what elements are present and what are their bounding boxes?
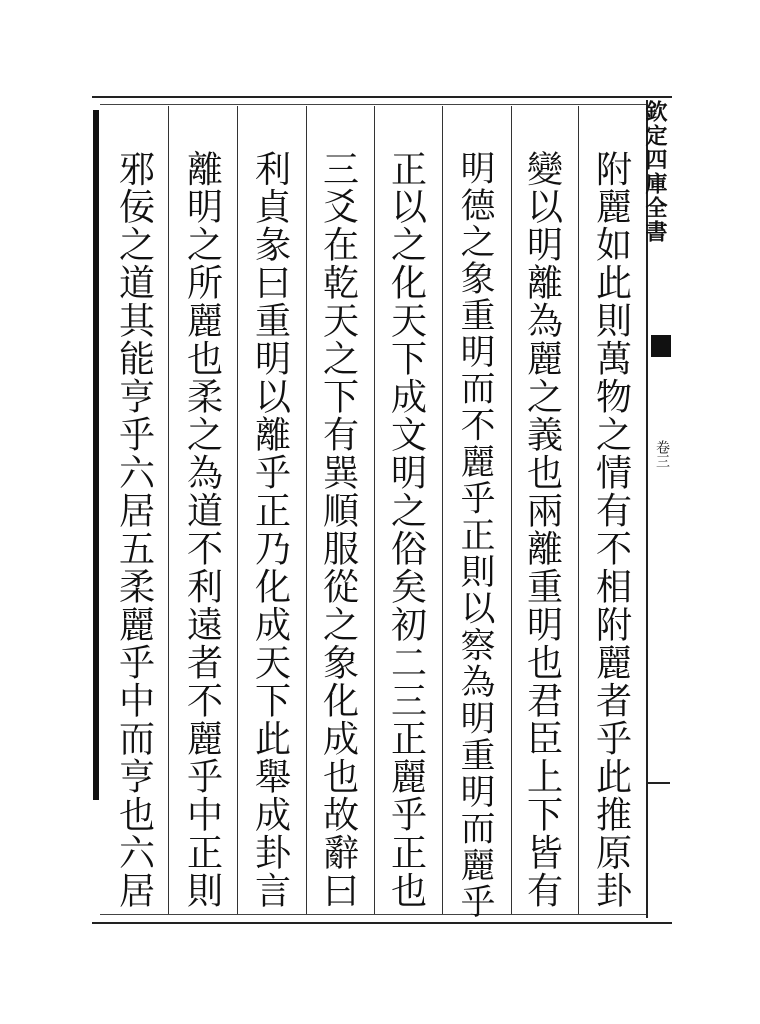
- volume-label: 卷三: [654, 440, 670, 468]
- text-column-8: 邪佞之道其能亨乎六居五柔麗乎中而亨也六居: [113, 150, 155, 910]
- text-column-7: 離明之所麗也柔之為道不利遠者不麗乎中正則: [181, 150, 223, 910]
- column-divider: [578, 106, 579, 914]
- column-divider: [511, 106, 512, 914]
- column-divider: [374, 106, 375, 914]
- column-divider: [442, 106, 443, 914]
- frame-top-inner-border: [100, 104, 648, 105]
- margin-tick: [648, 782, 670, 784]
- text-column-6: 利貞彖曰重明以離乎正乃化成天下此舉成卦言: [249, 150, 291, 910]
- book-title: 欽定四庫全書: [642, 100, 668, 244]
- text-column-2: 變以明離為麗之義也兩離重明也君臣上下皆有: [521, 150, 563, 910]
- text-column-1: 附麗如此則萬物之情有不相附麗者乎此推原卦: [590, 150, 632, 910]
- text-column-5: 三爻在乾天之下有巽順服從之象化成也故辭曰: [317, 150, 359, 910]
- text-column-4: 正以之化天下成文明之俗矣初二三正麗乎正也: [385, 150, 427, 910]
- column-divider: [237, 106, 238, 914]
- frame-top-border: [92, 96, 672, 98]
- column-divider: [168, 106, 169, 914]
- fish-tail-mark: [651, 335, 671, 357]
- frame-bottom-border: [92, 922, 672, 924]
- frame-left-border: [93, 110, 99, 800]
- column-divider: [306, 106, 307, 914]
- text-column-3: 明德之象重明而不麗乎正則以察為明重明而麗乎: [454, 150, 494, 920]
